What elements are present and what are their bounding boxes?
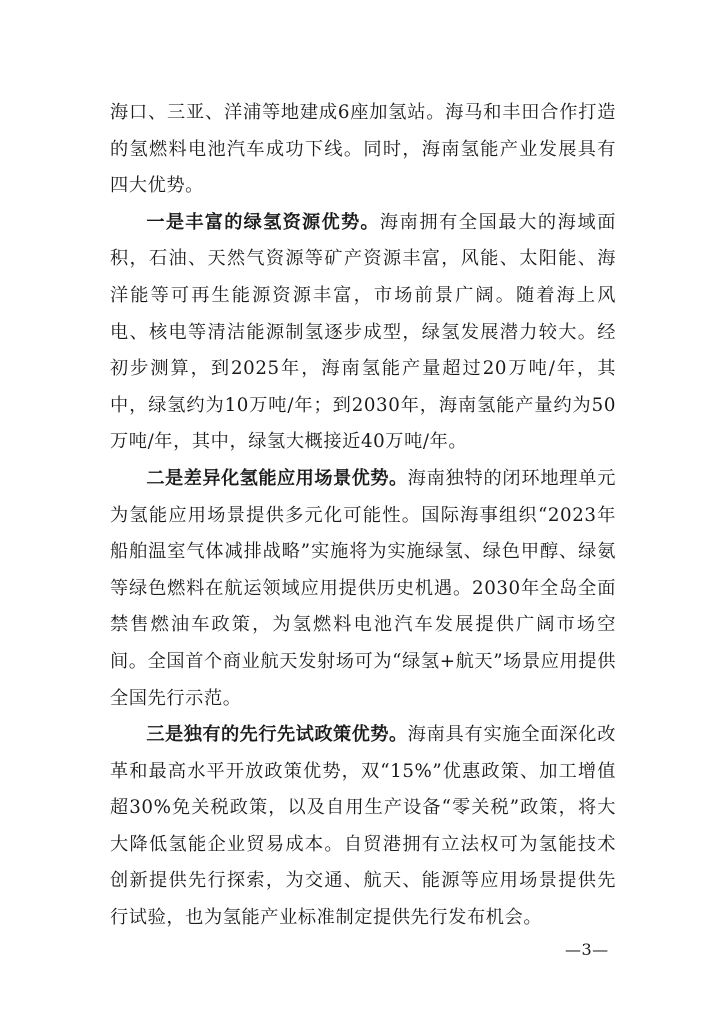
paragraph-text: 海南具有实施全面深化改革和最高水平开放政策优势，双“15%”优惠政策、加工增值超30%免关税政策，以及自用生产设备“零关税”政策，将大大降低氢能企业贸易成本。自贸港拥有立法权可为氢能技术创新提供先行探索，为交通、航天、能源等应用场景提供先行试验，也为氢能产业标准制定提供先行发布机会。: [110, 724, 617, 929]
page-number: —3—: [565, 940, 609, 959]
paragraph-text: 海南拥有全国最大的海域面积，石油、天然气资源等矿产资源丰富，风能、太阳能、海洋能等可再生能源资源丰富，市场前景广阔。随着海上风电、核电等清洁能源制氢逐步成型，绿氢发展潜力较大。经初步测算，到2025年，海南氢能产量超过20万吨/年，其中，绿氢约为10万吨/年；到2030年，海南氢能产量约为50万吨/年，其中，绿氢大概接近40万吨/年。: [110, 211, 616, 453]
document-body: [110, 95, 616, 937]
paragraph-green-hydrogen: [110, 205, 616, 461]
paragraph-text: 海口、三亚、洋浦等地建成6座加氢站。海马和丰田合作打造的氢燃料电池汽车成功下线。同时，海南氢能产业发展具有四大优势。: [110, 102, 616, 197]
paragraph-application-scenarios: [110, 461, 616, 717]
paragraph-heading: 二是差异化氢能应用场景优势。: [146, 467, 408, 489]
paragraph-heading: 一是丰富的绿氢资源优势。: [146, 211, 380, 233]
paragraph-intro: [110, 95, 616, 205]
paragraph-heading: 三是独有的先行先试政策优势。: [146, 724, 408, 746]
paragraph-text: 海南独特的闭环地理单元为氢能应用场景提供多元化可能性。国际海事组织“2023年船舶温室气体减排战略”实施将为实施绿氢、绿色甲醇、绿氨等绿色燃料在航运领域应用提供历史机遇。2030年全岛全面禁售燃油车政策，为氢燃料电池汽车发展提供广阔市场空间。全国首个商业航天发射场可为“绿氢+航天”场景应用提供全国先行示范。: [110, 467, 617, 709]
paragraph-policy-advantage: [110, 717, 616, 937]
